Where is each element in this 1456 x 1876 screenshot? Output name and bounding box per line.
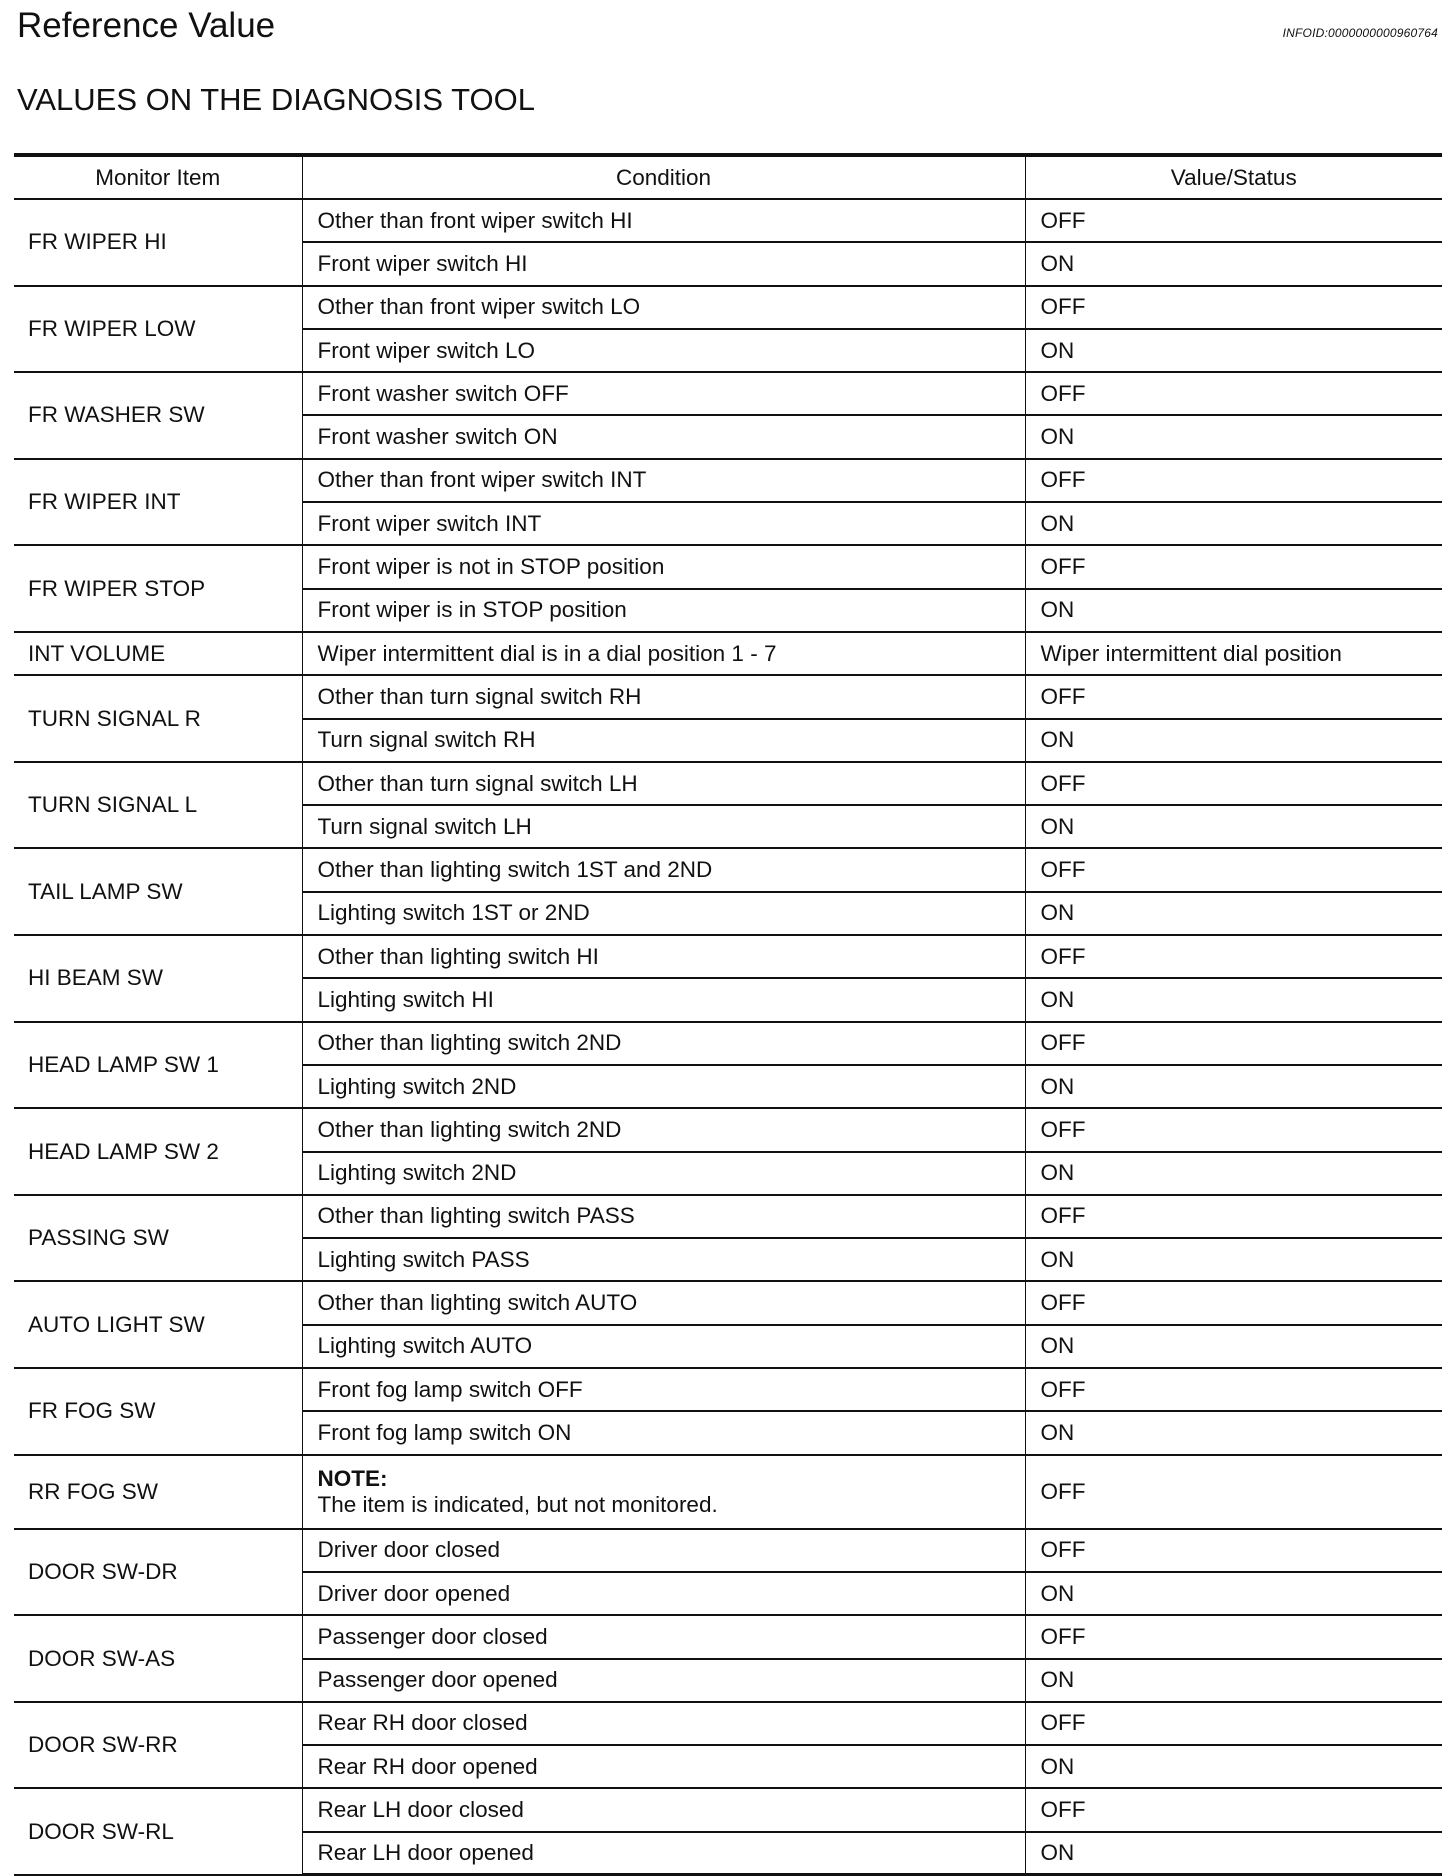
table-row (14, 1281, 1442, 1324)
monitor-item-cell: HI BEAM SW (14, 935, 302, 1022)
condition-cell: Front wiper switch LO (302, 329, 1025, 372)
condition-cell: Front washer switch ON (302, 415, 1025, 458)
condition-cell: Other than front wiper switch HI (302, 199, 1025, 242)
table-row (14, 1108, 1442, 1151)
condition-cell: Other than front wiper switch LO (302, 286, 1025, 329)
monitor-item-cell: FR WIPER STOP (14, 545, 302, 632)
table-row (14, 1455, 1442, 1529)
value-status-cell: OFF (1025, 935, 1442, 978)
condition-cell: Passenger door closed (302, 1615, 1025, 1658)
condition-cell: Lighting switch 2ND (302, 1152, 1025, 1195)
table-row (14, 1702, 1442, 1745)
condition-cell: Driver door closed (302, 1529, 1025, 1572)
table-body (14, 199, 1442, 1875)
value-status-cell: ON (1025, 1659, 1442, 1702)
value-status-cell: ON (1025, 1832, 1442, 1875)
page-title: Reference Value (17, 6, 276, 45)
condition-cell: Lighting switch 2ND (302, 1065, 1025, 1108)
monitor-item-cell: DOOR SW-RL (14, 1788, 302, 1875)
monitor-item-cell: HEAD LAMP SW 1 (14, 1022, 302, 1109)
monitor-item-cell: TURN SIGNAL R (14, 675, 302, 762)
value-status-cell: OFF (1025, 1615, 1442, 1658)
condition-cell: Rear RH door closed (302, 1702, 1025, 1745)
table-row (14, 286, 1442, 329)
value-status-cell: ON (1025, 805, 1442, 848)
value-status-cell: ON (1025, 1572, 1442, 1615)
table-row (14, 848, 1442, 891)
table-row (14, 199, 1442, 242)
value-status-cell: OFF (1025, 1281, 1442, 1324)
monitor-item-cell: FR FOG SW (14, 1368, 302, 1455)
value-status-cell: ON (1025, 415, 1442, 458)
value-status-cell: ON (1025, 1745, 1442, 1788)
condition-cell: Front wiper is in STOP position (302, 589, 1025, 632)
condition-cell: Passenger door opened (302, 1659, 1025, 1702)
header-row (14, 155, 1442, 199)
table-row (14, 632, 1442, 675)
condition-cell: Turn signal switch RH (302, 719, 1025, 762)
condition-cell: Lighting switch 1ST or 2ND (302, 892, 1025, 935)
value-status-cell: OFF (1025, 1788, 1442, 1831)
value-status-cell: OFF (1025, 459, 1442, 502)
condition-cell (302, 1455, 1025, 1529)
condition-cell: Front fog lamp switch OFF (302, 1368, 1025, 1411)
monitor-item-cell: DOOR SW-RR (14, 1702, 302, 1789)
value-status-cell: Wiper intermittent dial position (1025, 632, 1442, 675)
condition-cell: Front wiper switch HI (302, 242, 1025, 285)
column-header-condition: Condition (302, 155, 1025, 199)
value-status-cell: OFF (1025, 1455, 1442, 1529)
value-status-cell: ON (1025, 329, 1442, 372)
table-header (14, 155, 1442, 199)
table-row (14, 675, 1442, 718)
condition-cell: Front wiper switch INT (302, 502, 1025, 545)
value-status-cell: ON (1025, 1152, 1442, 1195)
table-row (14, 1368, 1442, 1411)
value-status-cell: ON (1025, 589, 1442, 632)
monitor-item-cell: RR FOG SW (14, 1455, 302, 1529)
value-status-cell: ON (1025, 892, 1442, 935)
condition-cell: Wiper intermittent dial is in a dial position 1 - 7 (302, 632, 1025, 675)
condition-cell: Lighting switch HI (302, 978, 1025, 1021)
monitor-item-cell: AUTO LIGHT SW (14, 1281, 302, 1368)
note-label: NOTE: (317, 1465, 388, 1491)
condition-cell: Other than turn signal switch LH (302, 762, 1025, 805)
value-status-cell: OFF (1025, 675, 1442, 718)
condition-cell: Other than lighting switch 2ND (302, 1108, 1025, 1151)
condition-cell: Front washer switch OFF (302, 372, 1025, 415)
value-status-cell: OFF (1025, 1529, 1442, 1572)
monitor-item-cell: TURN SIGNAL L (14, 762, 302, 849)
condition-cell: Other than lighting switch HI (302, 935, 1025, 978)
condition-cell: Front wiper is not in STOP position (302, 545, 1025, 588)
value-status-cell: OFF (1025, 1022, 1442, 1065)
value-status-cell: OFF (1025, 1368, 1442, 1411)
monitor-item-cell: TAIL LAMP SW (14, 848, 302, 935)
value-status-cell: ON (1025, 1065, 1442, 1108)
note-text: The item is indicated, but not monitored. (317, 1491, 718, 1517)
condition-cell: Lighting switch AUTO (302, 1325, 1025, 1368)
table-row (14, 762, 1442, 805)
value-status-cell: OFF (1025, 1702, 1442, 1745)
value-status-cell: OFF (1025, 848, 1442, 891)
value-status-cell: OFF (1025, 1108, 1442, 1151)
monitor-item-cell: FR WIPER INT (14, 459, 302, 546)
monitor-item-cell: DOOR SW-AS (14, 1615, 302, 1702)
condition-cell: Driver door opened (302, 1572, 1025, 1615)
condition-cell: Other than front wiper switch INT (302, 459, 1025, 502)
table-row (14, 1615, 1442, 1658)
monitor-item-cell: DOOR SW-DR (14, 1529, 302, 1616)
value-status-cell: OFF (1025, 286, 1442, 329)
column-header-value-status: Value/Status (1025, 155, 1442, 199)
table-row (14, 1788, 1442, 1831)
table-row (14, 372, 1442, 415)
table-row (14, 545, 1442, 588)
value-status-cell: ON (1025, 719, 1442, 762)
value-status-cell: ON (1025, 1325, 1442, 1368)
value-status-cell: OFF (1025, 199, 1442, 242)
condition-cell: Other than turn signal switch RH (302, 675, 1025, 718)
info-id: INFOID:0000000000960764 (1282, 26, 1438, 40)
value-status-cell: ON (1025, 1411, 1442, 1454)
table-row (14, 1022, 1442, 1065)
table-row (14, 459, 1442, 502)
section-title: VALUES ON THE DIAGNOSIS TOOL (17, 82, 535, 117)
value-status-cell: ON (1025, 1238, 1442, 1281)
monitor-item-cell: FR WIPER LOW (14, 286, 302, 373)
condition-cell: Rear RH door opened (302, 1745, 1025, 1788)
value-status-cell: OFF (1025, 545, 1442, 588)
value-status-cell: OFF (1025, 762, 1442, 805)
monitor-item-cell: FR WASHER SW (14, 372, 302, 459)
condition-cell: Lighting switch PASS (302, 1238, 1025, 1281)
monitor-item-cell: FR WIPER HI (14, 199, 302, 286)
condition-cell: Other than lighting switch PASS (302, 1195, 1025, 1238)
condition-cell: Rear LH door opened (302, 1832, 1025, 1875)
value-status-cell: ON (1025, 978, 1442, 1021)
value-status-cell: OFF (1025, 1195, 1442, 1238)
reference-value-table (14, 153, 1442, 1876)
monitor-item-cell: HEAD LAMP SW 2 (14, 1108, 302, 1195)
column-header-monitor-item: Monitor Item (14, 155, 302, 199)
table-row (14, 1195, 1442, 1238)
table-row (14, 935, 1442, 978)
condition-cell: Front fog lamp switch ON (302, 1411, 1025, 1454)
condition-cell: Other than lighting switch AUTO (302, 1281, 1025, 1324)
condition-cell: Other than lighting switch 2ND (302, 1022, 1025, 1065)
monitor-item-cell: PASSING SW (14, 1195, 302, 1282)
condition-cell: Rear LH door closed (302, 1788, 1025, 1831)
condition-cell: Turn signal switch LH (302, 805, 1025, 848)
monitor-item-cell: INT VOLUME (14, 632, 302, 675)
value-status-cell: OFF (1025, 372, 1442, 415)
value-status-cell: ON (1025, 502, 1442, 545)
table-row (14, 1529, 1442, 1572)
value-status-cell: ON (1025, 242, 1442, 285)
condition-cell: Other than lighting switch 1ST and 2ND (302, 848, 1025, 891)
